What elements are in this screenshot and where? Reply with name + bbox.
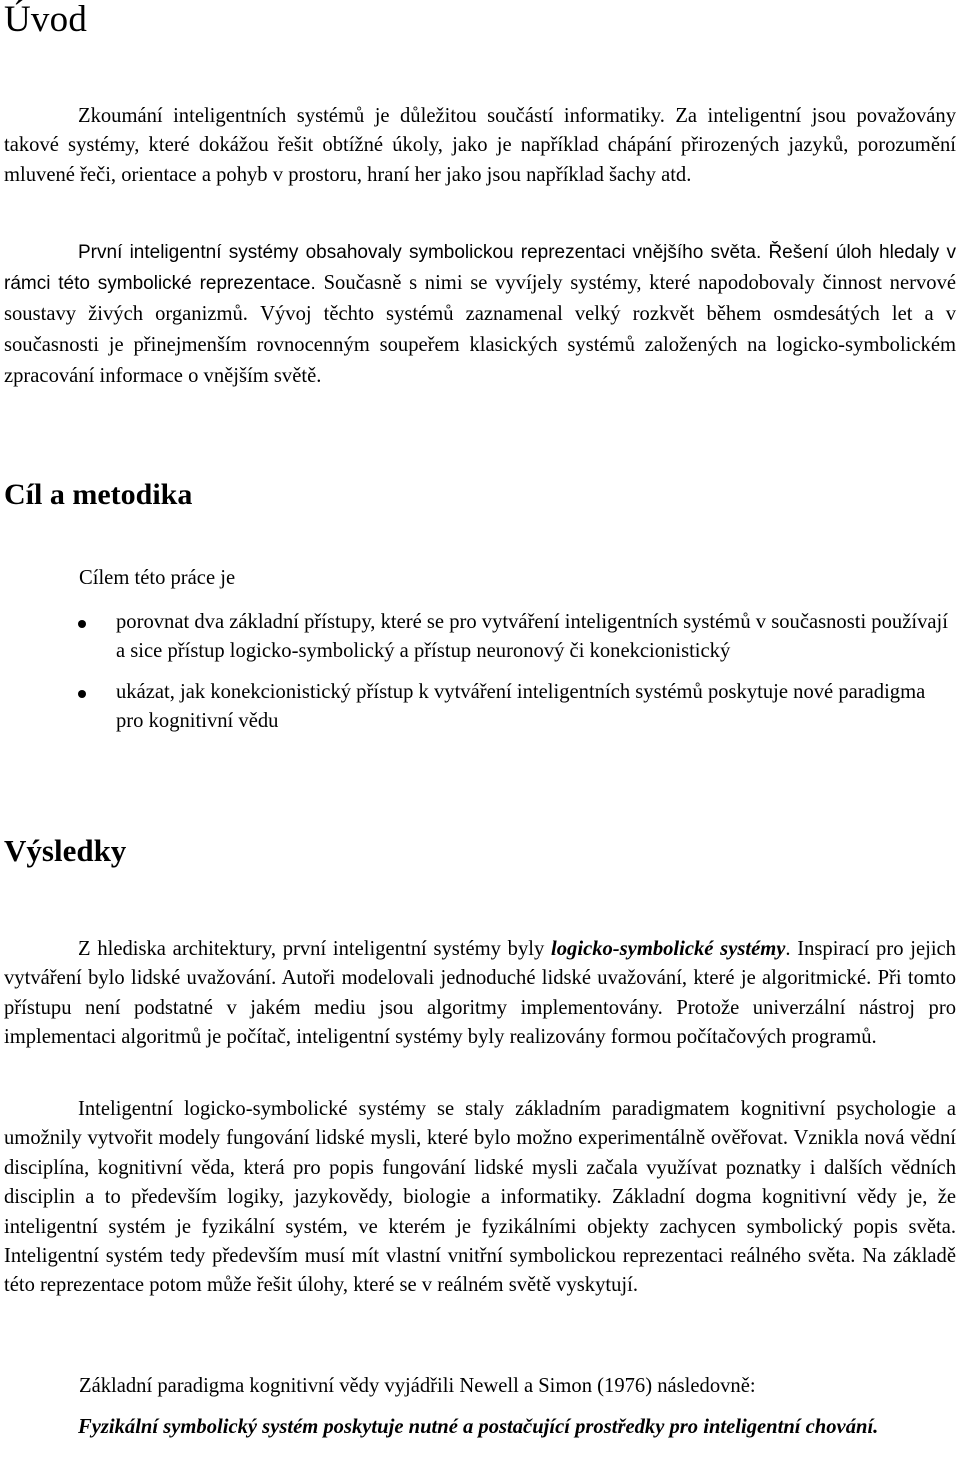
heading-uvod: Úvod — [4, 0, 88, 40]
paragraph-vysledky-2 — [4, 1095, 956, 1301]
uvod-p2-serif-text: Současně s nimi se vyvíjely systémy, které napodobovaly činnost nervové soustavy živých organizmů. — [4, 272, 957, 325]
uvod-p1-mixed-text: Za inteligentní jsou považovány takové systémy, které dokážou řešit obtížné úkoly, jako je například chápání přirozených jazyků, porozumění mluvené řeči, orientace a pohyb v prostoru, hraní her jako jsou například šachy atd. — [4, 105, 956, 186]
uvod-p2-sans-text: První inteligentní systémy obsahovaly symbolickou reprezentaci vnějšího světa. Řešení úloh hledaly v rámci této symbolické reprezentace. — [4, 242, 956, 294]
paragraph-uvod-1 — [4, 102, 956, 190]
paragraph-uvod-2 — [4, 238, 956, 392]
goals-list — [0, 608, 956, 748]
vysledky-p1-period: . — [785, 938, 791, 960]
uvod-p2-serif-text-2: Vývoj těchto systémů zaznamenal velký rozkvět během osmdesátých let a v současnosti je přinejmenším rovnocenným soupeřem klasických systémů založených na logicko-symbolickém zpracování informace o vnějším světě. — [4, 303, 957, 387]
goals-lead: Cílem této práce je — [79, 567, 236, 589]
heading-vysledky: Výsledky — [4, 833, 127, 868]
paragraph-quote: Fyzikální symbolický systém poskytuje nutné a postačující prostředky pro inteligentní chování. — [78, 1416, 879, 1438]
goal-text: ukázat, jak konekcionistický přístup k vytváření inteligentních systémů poskytuje nové paradigma pro kognitivní vědu — [116, 680, 926, 733]
bullet-icon — [78, 690, 86, 698]
bullet-icon — [78, 620, 86, 628]
vysledky-p1-emphasis: logicko-symbolické systémy — [551, 938, 786, 960]
heading-cil-a-metodika: Cíl a metodika — [4, 478, 193, 511]
paragraph-vysledky-1 — [4, 935, 956, 1053]
vysledky-p1-text: Z hlediska architektury, první inteligentní systémy byly — [78, 938, 552, 960]
list-item — [0, 678, 956, 737]
vysledky-p2-text-2: Vznikla nová vědní disciplína, kognitivní věda, která pro popis fungování lidské mysli začala využívat poznatky i dalších vědních disciplin a to především logiky, jazykovědy, biologie a informatiky. Základní dogma kognitivní vědy je, že inteligentní systém je fyzikální systém, ve kterém je fyzikálními objekty zachycen symbolický popis světa. Inteligentní systém tedy především musí mít vlastní vnitřní symbolickou reprezentaci reálného světa. Na základě této reprezentace potom může řešit úlohy, které se v reálném světě vyskytují. — [4, 1127, 956, 1297]
list-item — [0, 608, 956, 667]
uvod-p1-serif-text: Zkoumání inteligentních systémů je důležitou součástí informatiky. — [78, 105, 665, 127]
goal-text: porovnat dva základní přístupy, které se pro vytváření inteligentních systémů v současnosti používají a sice přístup logicko-symbolický a přístup neuronový či konekcionistický — [116, 611, 948, 663]
vysledky-p2-text: Inteligentní logicko-symbolické systémy se staly základním paradigmatem kognitivní psychologie a umožnily vytvořit modely fungování lidské mysli, které bylo možno experimentálně ověřovat. — [4, 1098, 956, 1150]
vysledky-p1-text-2: Inspirací pro jejich vytváření bylo lidské uvažování. Autoři modelovali jednoduché lidské uvažování, které je algoritmické. Při tomto přístupu není podstatné v jakém mediu jsou algoritmy implementovány. Protože univerzální nástroj pro implementaci algoritmů je počítač, inteligentní systémy byly realizovány formou počítačových programů. — [4, 938, 956, 1049]
paragraph-vysledky-3: Základní paradigma kognitivní vědy vyjádřili Newell a Simon (1976) následovně: — [79, 1375, 756, 1397]
